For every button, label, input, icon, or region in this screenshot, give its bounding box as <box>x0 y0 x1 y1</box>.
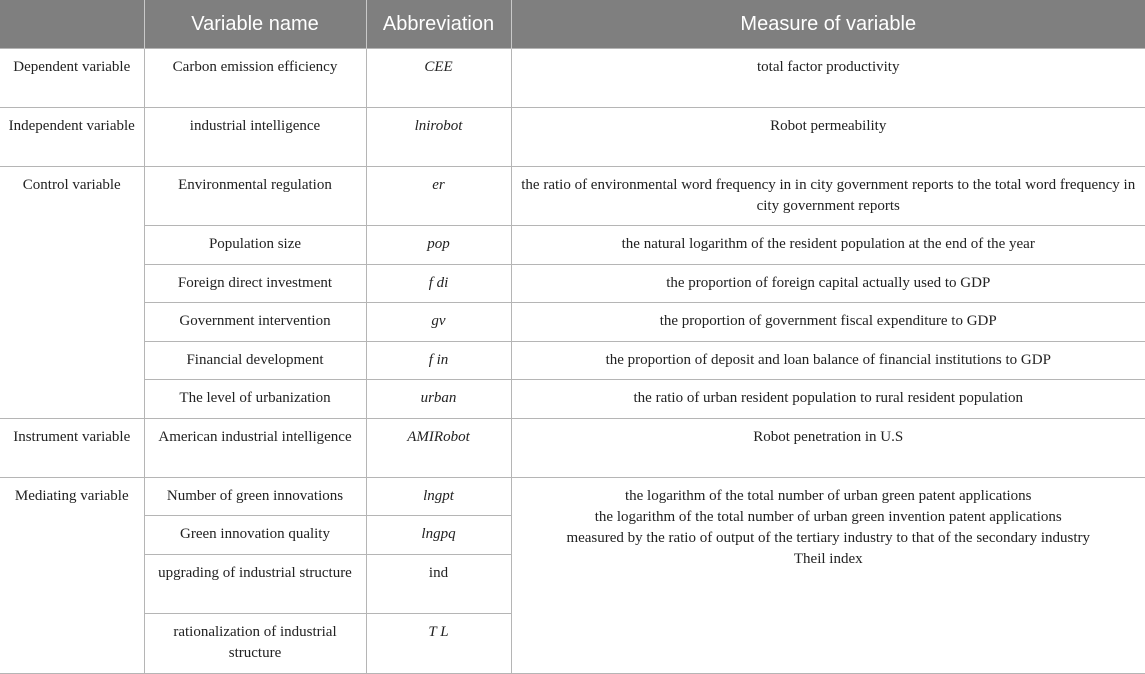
table-row <box>0 418 1145 477</box>
measure-cell: the proportion of government fiscal expenditure to GDP <box>511 303 1145 342</box>
abbreviation-cell: f in <box>366 341 511 380</box>
measure-cell: the ratio of environmental word frequency in in city government reports to the total word frequency in city government reports <box>511 167 1145 226</box>
measure-line: the logarithm of the total number of urban green patent applications <box>624 487 1032 504</box>
measure-cell: the proportion of deposit and loan balance of financial institutions to GDP <box>511 341 1145 380</box>
abbreviation-cell: CEE <box>366 49 511 108</box>
variable-name-cell: upgrading of industrial structure <box>144 554 366 613</box>
measure-line: the logarithm of the total number of urban green invention patent applications <box>594 508 1062 525</box>
measure-line: Theil index <box>793 550 863 567</box>
variable-name-cell: Environmental regulation <box>144 167 366 226</box>
category-cell: Mediating variable <box>0 477 144 673</box>
table-row <box>0 226 1145 265</box>
abbreviation-cell: ind <box>366 554 511 613</box>
header-measure: Measure of variable <box>511 0 1145 49</box>
category-cell: Instrument variable <box>0 418 144 477</box>
mediating-measure-cell <box>511 477 1145 673</box>
header-variable-name: Variable name <box>144 0 366 49</box>
measure-cell: the ratio of urban resident population to rural resident population <box>511 380 1145 419</box>
category-cell: Dependent variable <box>0 49 144 108</box>
variable-name-cell: The level of urbanization <box>144 380 366 419</box>
abbreviation-cell: lngpq <box>366 516 511 555</box>
measure-cell: total factor productivity <box>511 49 1145 108</box>
table-row <box>0 341 1145 380</box>
variable-name-cell: American industrial intelligence <box>144 418 366 477</box>
variable-name-cell: industrial intelligence <box>144 108 366 167</box>
measure-cell: the natural logarithm of the resident population at the end of the year <box>511 226 1145 265</box>
category-cell: Control variable <box>0 167 144 419</box>
header-row <box>0 0 1145 49</box>
measure-line: measured by the ratio of output of the tertiary industry to that of the secondary industry <box>566 529 1091 546</box>
abbreviation-cell: AMIRobot <box>366 418 511 477</box>
abbreviation-cell: urban <box>366 380 511 419</box>
abbreviation-cell: f di <box>366 264 511 303</box>
variable-name-cell: rationalization of industrial structure <box>144 613 366 673</box>
table-row <box>0 108 1145 167</box>
variable-name-cell: Number of green innovations <box>144 477 366 516</box>
table-row <box>0 303 1145 342</box>
variable-name-cell: Financial development <box>144 341 366 380</box>
abbreviation-cell: pop <box>366 226 511 265</box>
abbreviation-cell: lngpt <box>366 477 511 516</box>
table-row <box>0 167 1145 226</box>
header-abbreviation: Abbreviation <box>366 0 511 49</box>
table-row <box>0 264 1145 303</box>
variable-name-cell: Government intervention <box>144 303 366 342</box>
variable-name-cell: Green innovation quality <box>144 516 366 555</box>
measure-cell: Robot permeability <box>511 108 1145 167</box>
table-row <box>0 380 1145 419</box>
header-category <box>0 0 144 49</box>
variable-name-cell: Carbon emission efficiency <box>144 49 366 108</box>
measure-cell: the proportion of foreign capital actually used to GDP <box>511 264 1145 303</box>
table-row <box>0 477 1145 516</box>
category-cell: Independent variable <box>0 108 144 167</box>
variable-name-cell: Foreign direct investment <box>144 264 366 303</box>
abbreviation-cell: lnirobot <box>366 108 511 167</box>
abbreviation-cell: T L <box>366 613 511 673</box>
table-row <box>0 49 1145 108</box>
measure-cell: Robot penetration in U.S <box>511 418 1145 477</box>
abbreviation-cell: gv <box>366 303 511 342</box>
variable-name-cell: Population size <box>144 226 366 265</box>
abbreviation-cell: er <box>366 167 511 226</box>
